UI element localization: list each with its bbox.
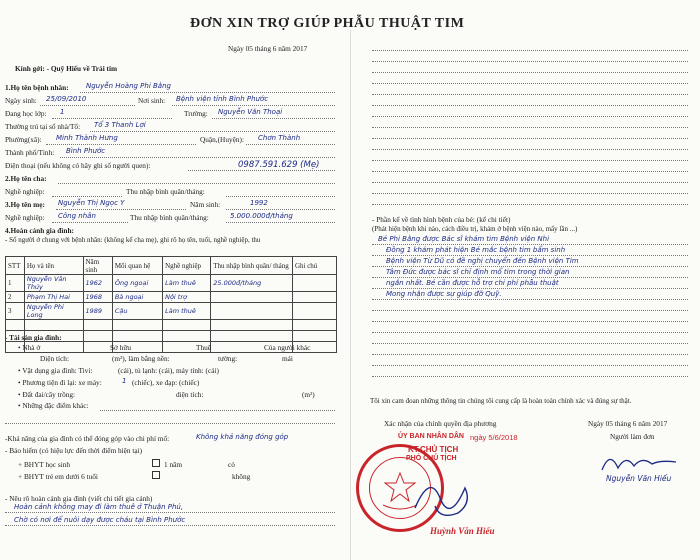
- table-cell: Ông ngoại: [112, 275, 162, 292]
- applicant-name: Nguyễn Văn Hiếu: [606, 474, 672, 483]
- dob-label: Ngày sinh:: [5, 96, 37, 105]
- column-header: Ghi chú: [292, 257, 336, 275]
- address-label: Thường trú tại số nhà/Tổ:: [5, 122, 81, 131]
- history-sub: (Phát hiện bệnh khi nào, cách điều trị, khám ở bệnh viện nào, mấy lần ...): [372, 225, 578, 233]
- table-cell: Nguyễn Văn Thủy: [24, 275, 83, 292]
- history-line: Tâm Đức được bác sĩ chỉ định mổ tim trong thời gian: [386, 268, 570, 276]
- table-row: [6, 303, 337, 320]
- roof-label: mái: [282, 354, 293, 363]
- mother-heading: 3.Họ tên mẹ:: [5, 200, 45, 209]
- area-label: Diện tích:: [40, 354, 69, 363]
- table-cell: [292, 303, 336, 320]
- other-owner-label: Của người khác: [264, 343, 311, 352]
- table-row: [6, 320, 337, 331]
- mother-income: 5.000.000đ/tháng: [230, 212, 293, 220]
- mother-occupation: Công nhân: [58, 212, 96, 220]
- family-table-header: [6, 257, 337, 275]
- history-line: ngắn nhất. Bé cần được hỗ trợ chi phí phẫu thuật: [386, 279, 559, 287]
- table-cell: Cậu: [112, 303, 162, 320]
- transport-rest: (chiếc), xe đạp: (chiếc): [132, 378, 200, 387]
- date-line: Ngày 05 tháng 6 năm 2017: [228, 44, 308, 53]
- city-label: Thành phố/Tỉnh:: [5, 148, 55, 157]
- contribution-value: Không khả năng đóng góp: [196, 433, 289, 441]
- bhyt-student-label: + BHYT học sinh: [18, 460, 71, 469]
- mother-year-label: Năm sinh:: [190, 200, 221, 209]
- table-cell: [163, 331, 211, 342]
- table-cell: [292, 292, 336, 303]
- owned-label: Sở hữu: [110, 343, 131, 352]
- notes-line-1: Hoàn cảnh không may đi làm thuê ở Thuận Phú,: [14, 503, 184, 511]
- bhyt-child-checkbox[interactable]: [152, 471, 160, 479]
- father-income-label: Thu nhập bình quân/tháng:: [126, 187, 205, 196]
- confirm-label: Xác nhận của chính quyền địa phương: [384, 419, 497, 428]
- stamp-date: ngày 5/6/2018: [470, 433, 518, 442]
- table-cell: [292, 275, 336, 292]
- mother-occupation-label: Nghề nghiệp:: [5, 213, 45, 222]
- history-line: Bé Phi Bằng được Bác sĩ khám tim Bệnh viện Nhi: [378, 235, 550, 243]
- column-header: Nghề nghiệp: [163, 257, 211, 275]
- signer-date: Ngày 05 tháng 6 năm 2017: [588, 419, 668, 428]
- table-cell: [211, 292, 293, 303]
- land-label: • Đất đai/cây trồng:: [18, 390, 76, 399]
- assets-heading: - Tài sản gia đình:: [5, 333, 62, 342]
- grade: 1: [60, 108, 65, 116]
- table-cell: 3: [6, 303, 25, 320]
- district-label: Quận,(Huyện):: [200, 135, 244, 144]
- table-cell: [112, 320, 162, 331]
- bhyt-child-label: + BHYT trẻ em dưới 6 tuổi: [18, 472, 98, 481]
- birthplace-label: Nơi sinh:: [138, 96, 166, 105]
- table-cell: Làm thuê: [163, 303, 211, 320]
- father-occupation-label: Nghề nghiệp:: [5, 187, 45, 196]
- table-cell: 1962: [83, 275, 112, 292]
- dob: 25/09/2010: [46, 95, 87, 103]
- school-label: Trường:: [184, 109, 208, 118]
- table-cell: Nội trợ: [163, 292, 211, 303]
- father-heading: 2.Họ tên cha:: [5, 174, 47, 183]
- table-row: [6, 275, 337, 292]
- table-cell: Làm thuê: [163, 275, 211, 292]
- column-header: Họ và tên: [24, 257, 83, 275]
- table-cell: 1968: [83, 292, 112, 303]
- table-cell: Bà ngoại: [112, 292, 162, 303]
- contribution-label: -Khả năng của gia đình có thể đóng góp vào chi phí mổ:: [5, 434, 170, 443]
- notes-heading: - Nêu rõ hoàn cảnh gia đình (viết chi tiết gia cảnh): [5, 494, 153, 503]
- stamp-title: KT.CHỦ TỊCH: [408, 445, 459, 454]
- walls-label: tường:: [218, 354, 238, 363]
- table-cell: [24, 320, 83, 331]
- ward: Minh Thành Hưng: [56, 134, 118, 142]
- column-divider: [350, 30, 351, 560]
- ward-label: Phường(xã):: [5, 135, 42, 144]
- bhyt-student-checkbox[interactable]: [152, 459, 160, 467]
- land-unit: (m²): [302, 390, 315, 399]
- area-rest: (m²), làm bằng nền:: [112, 354, 170, 363]
- valuables-label: • Vật dụng gia đình: Tivi:: [18, 366, 93, 375]
- house-label: • Nhà ở: [18, 343, 41, 352]
- history-line: Đồng 1 khám phát hiện Bé mắc bệnh tim bẩm sinh: [386, 246, 566, 254]
- table-cell: 1: [6, 275, 25, 292]
- stamp-sub: PHÓ CHỦ TỊCH: [406, 455, 457, 462]
- mother-year: 1992: [250, 199, 268, 207]
- table-cell: Nguyễn Phi Long: [24, 303, 83, 320]
- commitment-text: Tôi xin cam đoan những thông tin chúng tôi cung cấp là hoàn toàn chính xác và đúng sự thật.: [370, 397, 632, 405]
- history-line: Mong nhận được sự giúp đỡ Quỹ.: [386, 290, 502, 298]
- table-cell: [83, 320, 112, 331]
- phone: 0987.591.629 (Mẹ): [238, 160, 320, 170]
- family-heading: 4.Hoàn cảnh gia đình:: [5, 226, 74, 235]
- history-line: Bệnh viện Từ Dũ có đề nghị chuyển đến Bệnh viện Tim: [386, 257, 579, 265]
- patient-name: Nguyễn Hoàng Phi Bằng: [86, 82, 171, 90]
- official-signature: [410, 468, 490, 523]
- table-cell: Phạm Thị Hai: [24, 292, 83, 303]
- land-rest: diện tích:: [176, 390, 204, 399]
- table-cell: [211, 331, 293, 342]
- official-name: Huỳnh Văn Hiếu: [430, 526, 495, 536]
- table-cell: [83, 331, 112, 342]
- transport-label: • Phương tiện đi lại: xe máy:: [18, 378, 102, 387]
- other-features-label: • Những đặc điểm khác:: [18, 401, 89, 410]
- column-header: Thu nhập bình quân/ tháng: [211, 257, 293, 275]
- applicant-label: Người làm đơn: [610, 432, 655, 441]
- bhyt-year-label: 1 năm: [164, 460, 183, 469]
- table-cell: [211, 303, 293, 320]
- table-row: [6, 292, 337, 303]
- table-cell: [292, 331, 336, 342]
- mother-name: Nguyễn Thị Ngọc Y: [58, 199, 125, 207]
- motorbike-count: 1: [122, 377, 127, 385]
- address: Tổ 3 Thanh Lợi: [94, 121, 146, 129]
- table-cell: [292, 320, 336, 331]
- column-header: STT: [6, 257, 25, 275]
- column-header: Mối quan hệ: [112, 257, 162, 275]
- table-cell: [6, 320, 25, 331]
- notes-line-2: Chờ có nơi để nuôi dạy được cháu tại Bình Phước: [14, 516, 186, 524]
- insurance-label: - Bảo hiểm (có hiệu lực đến thời điểm hiện tại): [5, 446, 143, 455]
- greeting: Kính gởi: - Quỹ Hiếu về Trái tim: [15, 64, 118, 73]
- valuables-rest: (cái), tủ lạnh: (cái), máy tính: (cái): [118, 366, 219, 375]
- column-header: Năm sinh: [83, 257, 112, 275]
- history-label: - Phần kể về tình hình bệnh của bé: (kể chi tiết): [372, 215, 511, 224]
- form-title: ĐƠN XIN TRỢ GIÚP PHẪU THUẬT TIM: [190, 16, 465, 31]
- patient-heading: 1.Họ tên bệnh nhân:: [5, 83, 69, 92]
- table-cell: 25.000đ/tháng: [211, 275, 293, 292]
- city: Bình Phước: [66, 147, 106, 155]
- table-cell: 2: [6, 292, 25, 303]
- phone-label: Điện thoại (nếu không có hãy ghi số người quen):: [5, 161, 151, 170]
- family-intro-1: - Số người ở chung với bệnh nhân: (không kể cha mẹ), ghi rõ họ tên, tuổi, nghề nghiệp, thu: [5, 236, 261, 244]
- rented-label: Thuê: [196, 343, 211, 352]
- table-cell: [211, 320, 293, 331]
- district: Chơn Thành: [258, 134, 301, 142]
- school: Nguyễn Văn Thoại: [218, 108, 283, 116]
- bhyt-no-label: không: [232, 472, 251, 481]
- bhyt-yes-label: có: [228, 460, 235, 469]
- birthplace: Bệnh viện tỉnh Bình Phước: [176, 95, 269, 103]
- table-cell: 1989: [83, 303, 112, 320]
- table-cell: [83, 342, 112, 353]
- stamp-top: ỦY BAN NHÂN DÂN: [398, 433, 464, 440]
- table-cell: [163, 320, 211, 331]
- grade-label: Đang học lớp:: [5, 109, 47, 118]
- mother-income-label: Thu nhập bình quân/tháng:: [130, 213, 209, 222]
- table-cell: [112, 331, 162, 342]
